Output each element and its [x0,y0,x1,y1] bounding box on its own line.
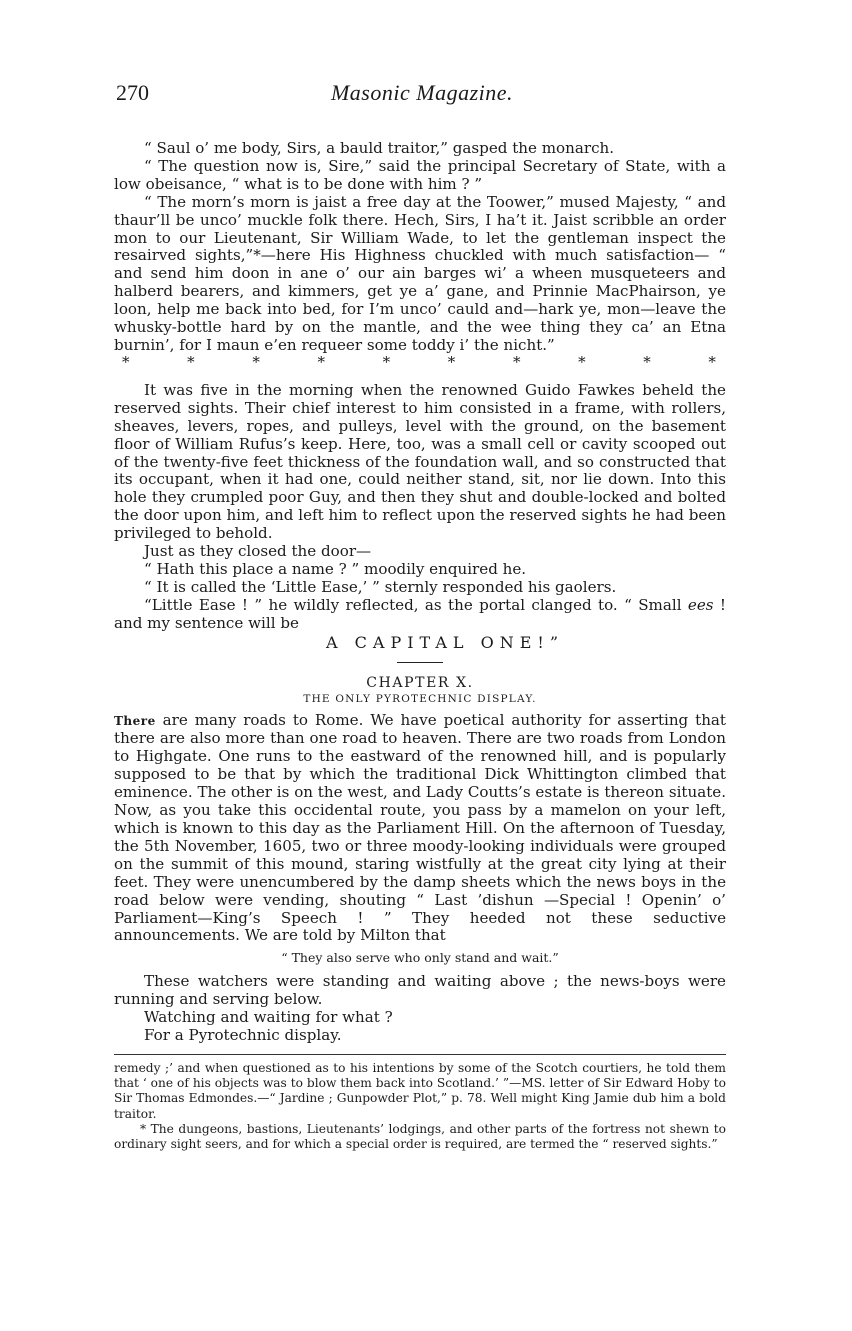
paragraph [114,712,726,946]
paragraph: It was five in the morning when the renowned Guido Fawkes beheld the reserved sights. Their chief interest to him consisted in a frame, with rollers, sheaves, levers, ropes, and pulleys, level with the ground, on the basement floor of William Rufus’s keep. Here, too, was a small cell or cavity scooped out of the twenty-five feet thickness of the foundation wall, and so constructed that its occupant, when it had one, could neither stand, sit, nor lie down. Into this hole they crumpled poor Guy, and then they shut and double-locked and bolted the door upon him, and left him to reflect upon the reserved sights he had been privileged to behold. [114,380,726,543]
chapter-subtitle: THE ONLY PYROTECHNIC DISPLAY. [303,692,537,705]
text-run: ! and my sentence will be [114,595,726,632]
asterisk: * [122,352,130,371]
asterisk: * [578,352,586,371]
paragraph: “ Hath this place a name ? ” moodily enquired he. [144,559,527,578]
paragraph: Watching and waiting for what ? [144,1008,393,1027]
block-quote: “ They also serve who only stand and wait.” [281,950,559,966]
asterisk: * [317,352,325,371]
footnote: remedy ;’ and when questioned as to his intentions by some of the Scotch courtiers, he told them that ‘ one of his objects was to blow them back into Scotland.’ ”—MS. letter of Sir Edward Hoby to Sir Thomas Edmondes.—“ Jardine ; Gunpowder Plot,” p. 78. Well might King Jamie dub him a bold traitor. [114,1060,726,1121]
asterisk: * [187,352,195,371]
paragraph: Just as they closed the door— [144,542,372,561]
page-number: 270 [116,80,149,105]
lead-word: There [114,713,156,728]
chapter-heading: CHAPTER X. [366,674,474,691]
footnote-divider [114,1054,726,1055]
asterisk: * [512,352,521,371]
paragraph: These watchers were standing and waiting above ; the news-boys were running and serving below. [114,972,726,1009]
paragraph: “ The question now is, Sire,” said the principal Secretary of State, with a low obeisance, “ what is to be done with him ? ” [114,156,726,193]
article-body [114,140,726,1152]
paragraph: “ The morn’s morn is jaist a free day at the Toower,” mused Majesty, “ and thaur’ll be unco’ muckle folk there. Hech, Sirs, I ha’t it. Jaist scribble an order mon to our Lieutenant, Sir William Wade, to let the gentleman inspect the resairved sights,”*—here His Highness chuckled with much satisfaction— “ and send him doon in ane o’ our ain barges wi’ a wheen musqueteers and halberd bearers, and kimmers, get ye a’ gane, and Prinnie MacPhairson, ye loon, help me back into bed, for I’m unco’ cauld and—hark ye, mon—leave the whusky-bottle hard by on the mantle, and the wee thing they ca’ an Etna burnin’, for I maun e’en requeer some toddy i’ the nicht.” [114,192,726,354]
paragraph: “ Saul o’ me body, Sirs, a bauld traitor,” gasped the monarch. [144,139,615,157]
section-break-asterisks [114,352,726,371]
text-run: are many roads to Rome. We have poetical authority for asserting that there are also more than one road to heaven. There are two roads from London to Highgate. One runs to the eastward of the renowned hill, and is popularly supposed to be that by which the traditional Dick Whittington climbed that eminence. The other is on the west, and Lady Coutts’s estate is thereon situate. Now, as you take this occidental route, you pass by a mamelon on your left, which is known to this day as the Parliament Hill. On the afternoon of Tuesday, the 5th November, 1605, two or three moody-looking individuals were grouped on the summit of this mound, staring wistfully at the great city lying at their feet. They were unencumbered by the damp sheets which the news boys in the road below were vending, shouting “ Last ’dishun —Special ! Openin’ o’ Parliament—King’s Speech ! ” They heeded not these seductive announcements. We are told by Milton that [114,710,726,945]
capital-line: A CAPITAL ONE!” [326,632,564,652]
italic-word: ees [687,595,714,614]
paragraph [114,597,726,633]
page-header [116,80,728,110]
asterisk: * [708,352,716,371]
running-title: Masonic Magazine. [330,80,514,105]
asterisk: * [252,352,260,371]
text-run: “Little Ease ! ” he wildly reflected, as the portal clanged to. “ Small [144,595,688,614]
asterisk: * [643,352,651,371]
paragraph: For a Pyrotechnic display. [144,1026,342,1045]
asterisk: * [382,352,391,371]
asterisk: * [447,352,456,371]
footnote: * The dungeons, bastions, Lieutenants’ lodgings, and other parts of the fortress not shewn to ordinary sight seers, and for which a special order is required, are termed the “ reserved sights.” [114,1121,726,1151]
paragraph: “ It is called the ‘Little Ease,’ ” sternly responded his gaolers. [144,577,617,596]
divider [397,662,443,663]
